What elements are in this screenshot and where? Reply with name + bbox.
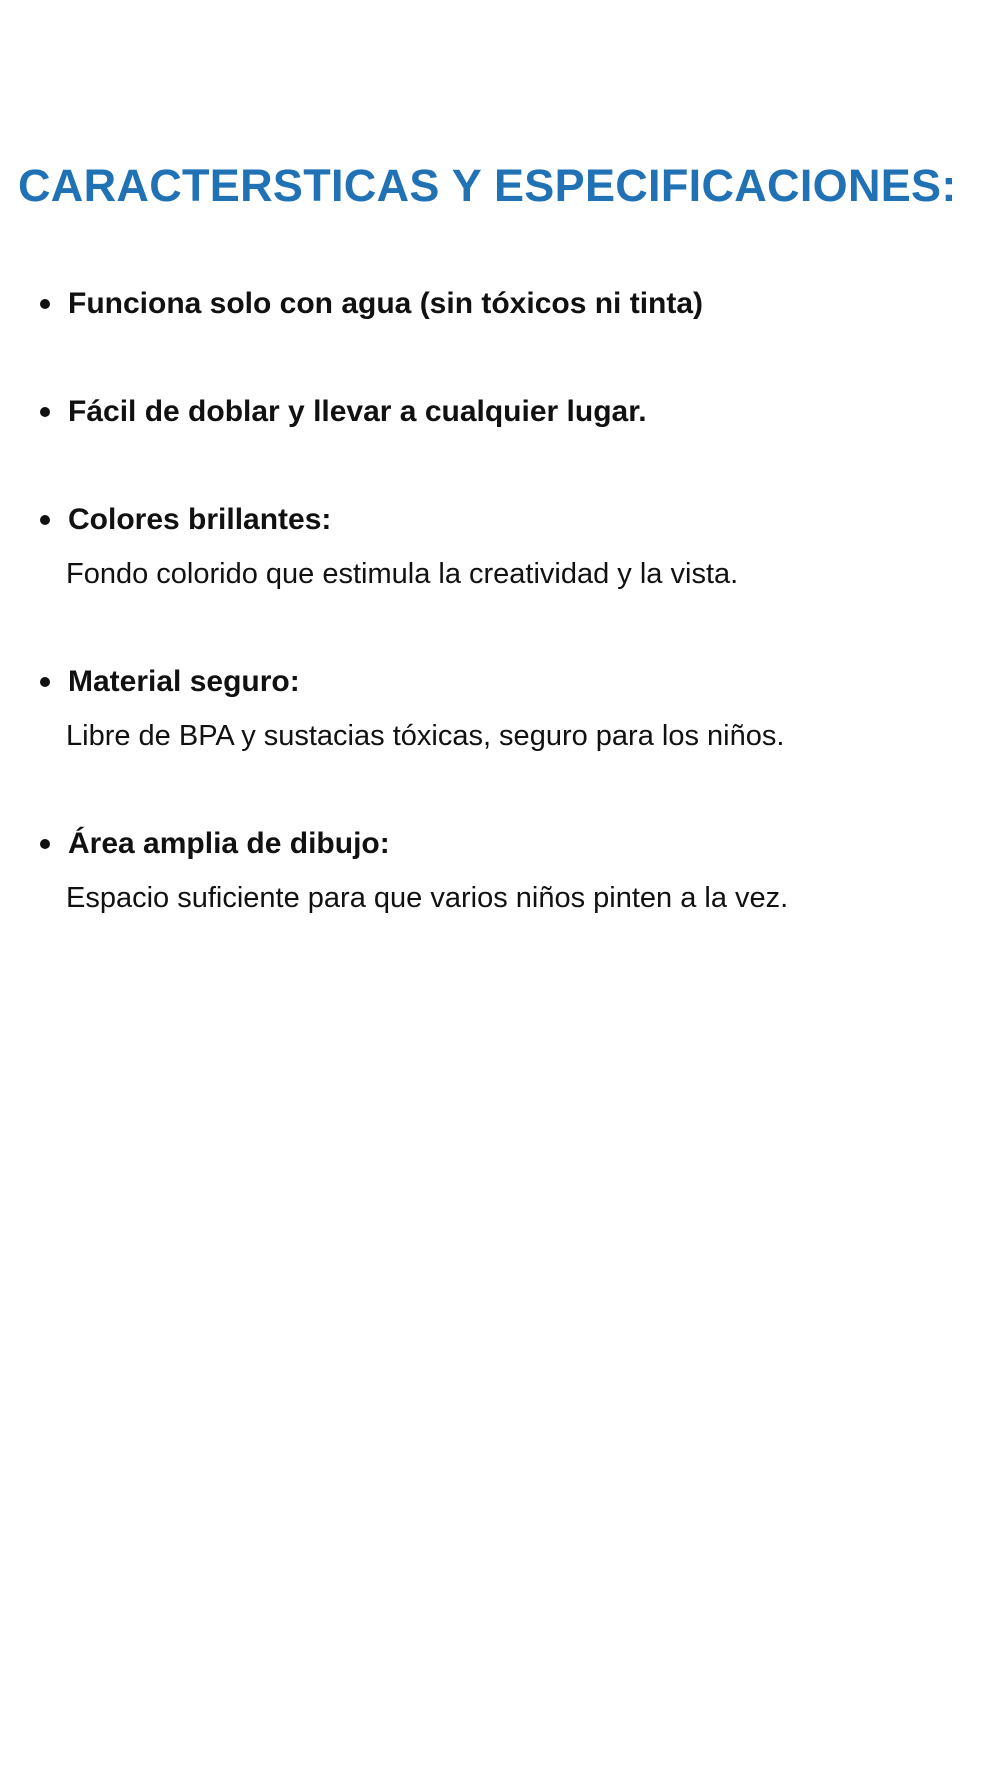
list-item: [0, 282, 1000, 390]
feature-heading: Material seguro:: [68, 665, 300, 698]
list-item: [0, 822, 1000, 932]
bullet-icon: [40, 515, 50, 525]
feature-heading: Funciona solo con agua (sin tóxicos ni tinta): [68, 287, 704, 320]
feature-heading: Fácil de doblar y llevar a cualquier lugar.: [68, 395, 647, 428]
feature-description: Libre de BPA y sustacias tóxicas, seguro para los niños.: [66, 720, 785, 752]
list-item: [0, 498, 1000, 660]
bullet-icon: [40, 299, 50, 309]
list-item: [0, 390, 1000, 498]
bullet-icon: [40, 407, 50, 417]
bullet-icon: [40, 677, 50, 687]
feature-description: Espacio suficiente para que varios niños pinten a la vez.: [66, 882, 789, 914]
feature-description: Fondo colorido que estimula la creatividad y la vista.: [66, 558, 739, 590]
feature-heading: Área amplia de dibujo:: [68, 827, 390, 860]
page-title: CARACTERSTICAS Y ESPECIFICACIONES:: [18, 160, 957, 211]
list-item: [0, 660, 1000, 822]
bullet-icon: [40, 839, 50, 849]
feature-heading: Colores brillantes:: [68, 503, 332, 536]
feature-list: [0, 282, 1000, 932]
